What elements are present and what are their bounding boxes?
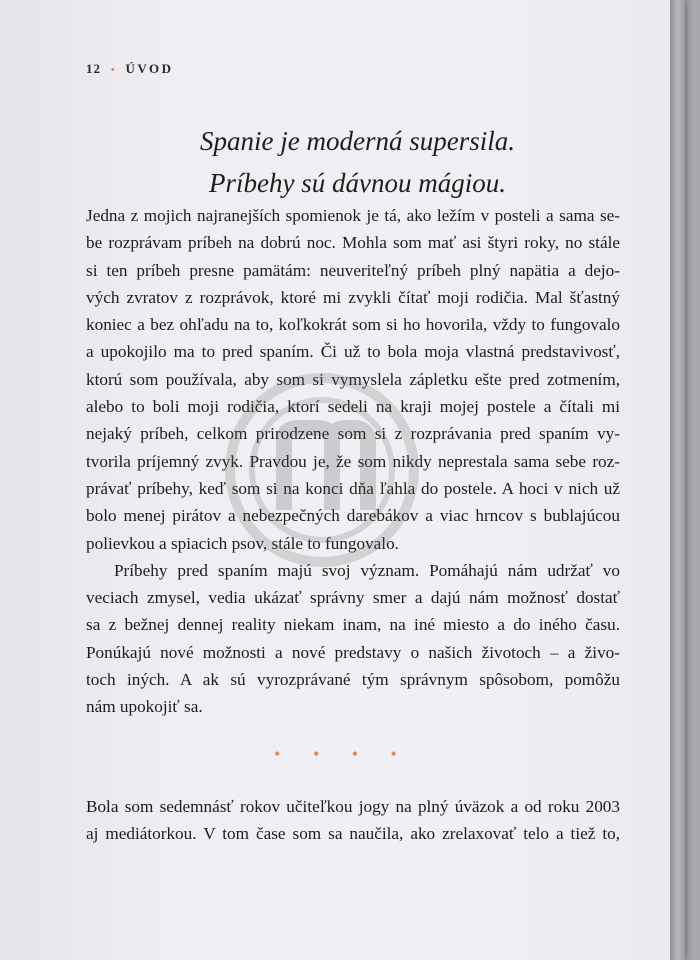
text-line: bolo menej pirátov a nebezpečných darebákov a viac hrncov s bublajúcou xyxy=(86,506,620,526)
paragraph-1 xyxy=(86,202,620,557)
running-head xyxy=(86,61,174,77)
paragraph-3 xyxy=(86,793,620,848)
text-line: toch iných. A ak sú vyrozprávané tým správnym spôsobom, pomôžu xyxy=(86,670,620,690)
text-line: koniec a bez ohľadu na to, koľkokrát som si ho hovorila, vždy to fungovalo xyxy=(86,315,620,335)
body-text-continued xyxy=(86,793,620,848)
text-line: aj mediátorkou. V tom čase som sa naučila, ako zrelaxovať telo a tiež to, xyxy=(86,824,620,844)
text-line: Príbehy pred spaním majú svoj význam. Pomáhajú nám udržať vo xyxy=(114,560,620,580)
running-head-separator: • xyxy=(111,65,116,76)
text-line: nejaký príbeh, celkom prirodzene som si z rozprávania pred spaním vy- xyxy=(86,424,620,444)
text-line: si ten príbeh presne pamätám: neuveriteľný príbeh plný napätia a dejo- xyxy=(86,260,620,280)
text-line: ktorú som používala, aby som si vymyslela zápletku ešte pred zotmením, xyxy=(86,369,620,389)
text-line: be rozprávam príbeh na dobrú noc. Mohla som mať asi štyri roky, no stále xyxy=(86,233,620,253)
body-text xyxy=(86,202,620,721)
page-number: 12 xyxy=(86,61,101,76)
text-line: Jedna z mojich najranejších spomienok je tá, ako ležím v posteli a sama se- xyxy=(86,206,620,225)
text-line: polievkou a spiacich psov, stále to fungovalo. xyxy=(86,533,399,553)
paragraph-2 xyxy=(86,557,620,721)
text-line: sa z bežnej dennej reality niekam inam, na iné miesto a do iného času. xyxy=(86,615,620,635)
text-line: právať príbehy, keď som si na konci dňa ľahla do postele. A hoci v nich už xyxy=(86,478,620,498)
text-line: veciach zmysel, vedia ukázať správny smer a dajú nám možnosť dostať xyxy=(86,588,620,608)
epigraph-line-1: Spanie je moderná supersila. xyxy=(200,126,515,156)
text-line: Bola som sedemnásť rokov učiteľkou jogy na plný úväzok a od roku 2003 xyxy=(86,797,620,816)
text-line: vých zvratov z rozprávok, ktoré mi zvykli čítať moji rodičia. Mal šťastný xyxy=(86,287,620,307)
text-line: tvorila príjemný zvyk. Pravdou je, že som nikdy neprestala sama sebe roz- xyxy=(86,451,620,471)
text-line: alebo to boli moji rodičia, ktorí sedeli na kraji mojej postele a čítali mi xyxy=(86,397,620,417)
section-break-ornament: • • • • xyxy=(274,744,411,764)
section-name: ÚVOD xyxy=(125,61,174,76)
epigraph-line-2: Príbehy sú dávnou mágiou. xyxy=(209,168,506,198)
text-line: nám upokojiť sa. xyxy=(86,697,203,717)
text-line: a upokojilo ma to pred spaním. Či už to bola moja vlastná predstavivosť, xyxy=(86,342,620,362)
text-line: Ponúkajú nové možnosti a nové predstavy o našich životoch – a živo- xyxy=(86,642,620,662)
page-edge xyxy=(670,0,685,960)
chapter-epigraph xyxy=(0,120,685,204)
